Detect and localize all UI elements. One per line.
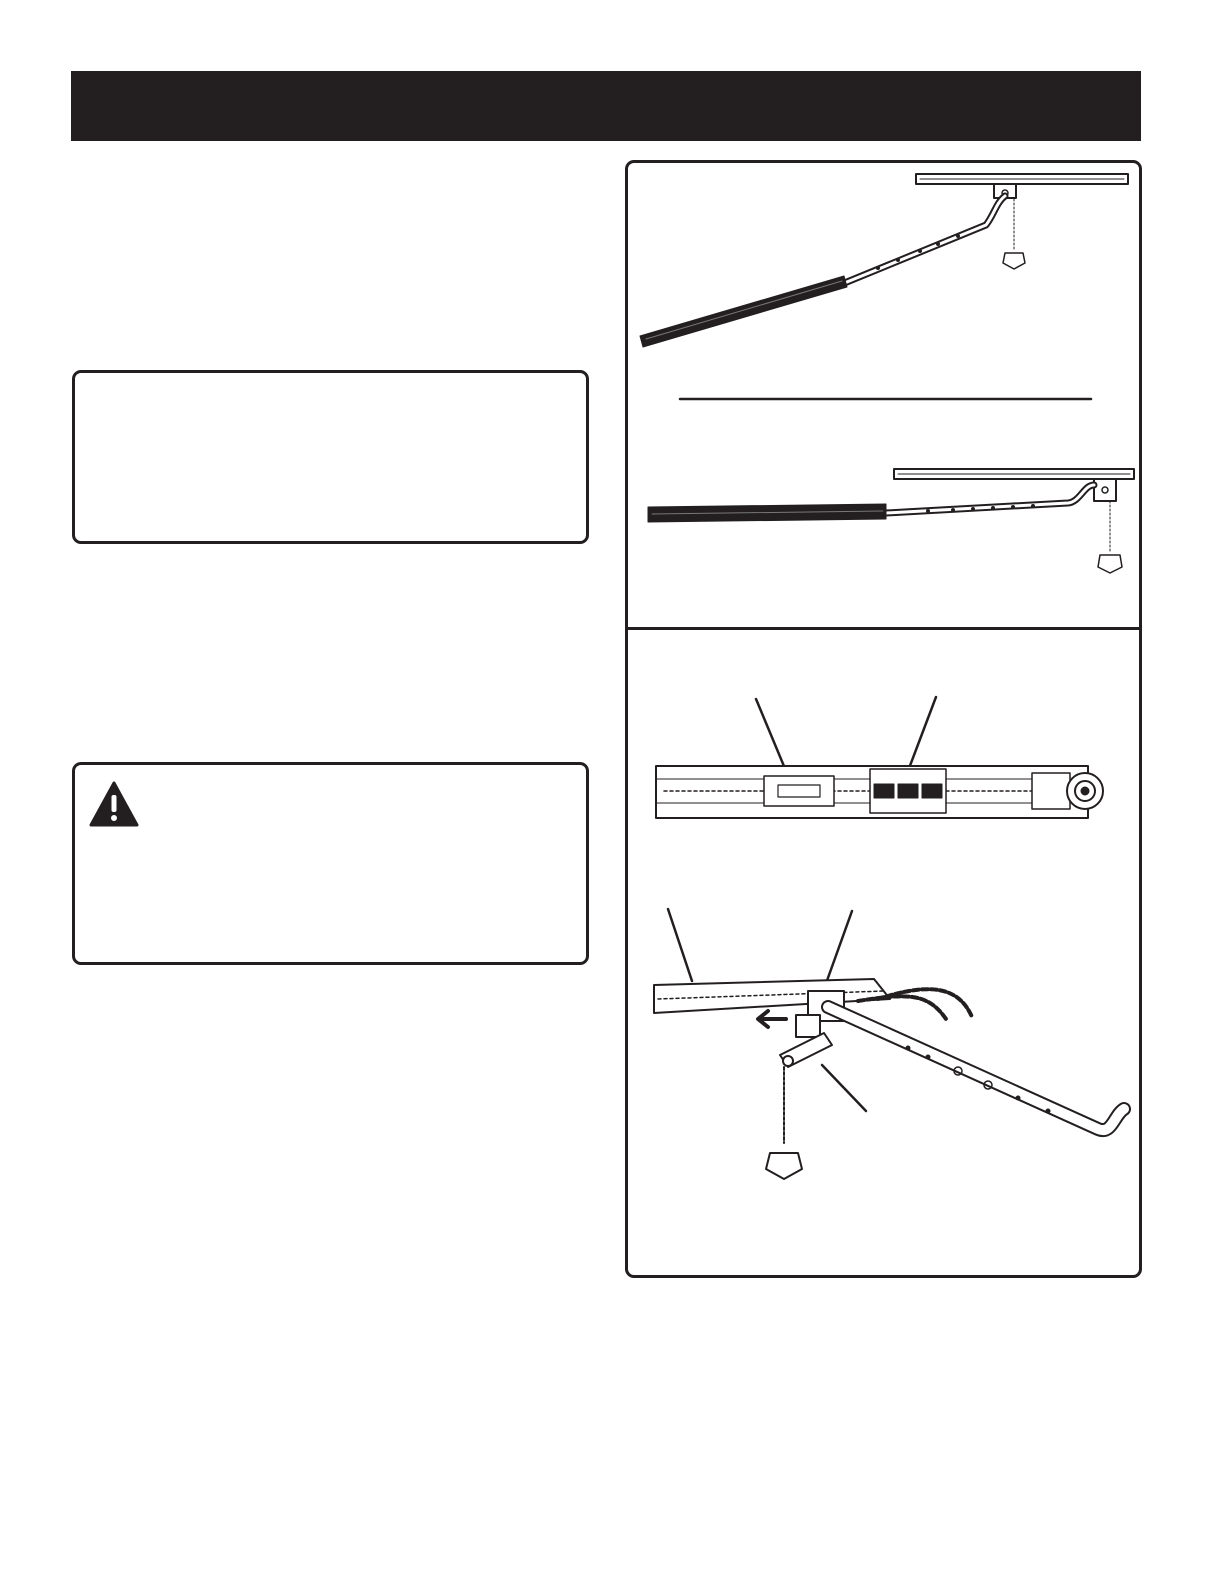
figure-b-door-arm-illustration [648,469,1134,573]
note-box [72,370,589,544]
section-header-bar [71,71,1141,141]
warning-box [72,762,589,965]
figure-illustrations [628,163,1139,1275]
figure-panel [625,160,1142,1278]
warning-triangle-icon [89,781,139,827]
figure-c-rail-trolley-illustration [656,697,1103,818]
figure-a-door-arm-illustration [640,174,1128,347]
figure-d-trolley-release-illustration [654,909,1124,1179]
